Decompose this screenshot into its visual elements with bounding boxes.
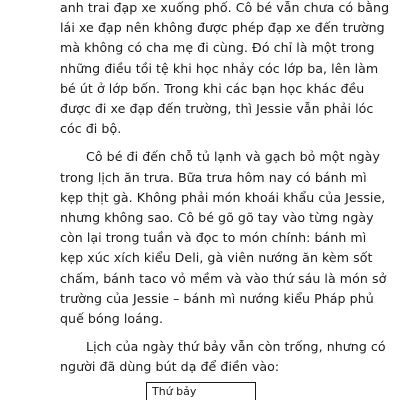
paragraph-3 [60,337,386,377]
paragraph-1 [60,0,390,139]
text-line: trường của Jessie – bánh mì nướng kiểu Pháp phủ [60,290,374,306]
paragraph-2 [60,147,387,329]
text-line: còn lại trong tuần và đọc to món chính: bánh mì [60,230,367,246]
calendar-day-box [146,382,256,400]
text-line: cóc đi bộ. [60,121,122,137]
text-line: kẹp xúc xích kiểu Deli, gà viên nướng ăn kèm sốt [60,250,373,266]
paragraph-gap [60,139,360,147]
calendar-day-label: Thứ bảy [152,385,197,398]
text-line: lái xe đạp nên không được phép đạp xe đến trường [60,20,385,36]
text-line: trong lịch ăn trưa. Bữa trưa hôm nay có bánh mì [60,169,367,185]
text-line: Lịch của ngày thứ bảy vẫn còn trống, nhưng có [86,339,386,355]
text-line: anh trai đạp xe xuống phố. Cô bé vẫn chưa có bằng [60,0,390,15]
text-line: chấm, bánh taco vỏ mềm và vào thứ sáu là món sở [60,270,387,286]
text-line: quế bóng loáng. [60,311,164,327]
text-line: mà không có cha mẹ đi cùng. Đó chỉ là một trong [60,40,375,56]
text-line: những điều tồi tệ khi học nhảy cóc lớp ba, lên làm [60,60,379,76]
text-line: được đi xe đạp đến trường, thì Jessie vẫn phải lóc [60,101,374,117]
paragraph-gap [60,329,360,337]
text-line: Cô bé đi đến chỗ tủ lạnh và gạch bỏ một ngày [86,149,380,165]
body-text [60,0,390,378]
text-line: kẹp thịt gà. Không phải món khoái khẩu của Jessie, [60,189,386,205]
text-line: bé út ở lớp bốn. Trong khi các bạn học khác đều [60,80,365,96]
text-line: nhưng không sao. Cô bé gõ gõ tay vào từng ngày [60,210,374,226]
text-line: người đã dùng bút dạ để điền vào: [60,359,280,375]
